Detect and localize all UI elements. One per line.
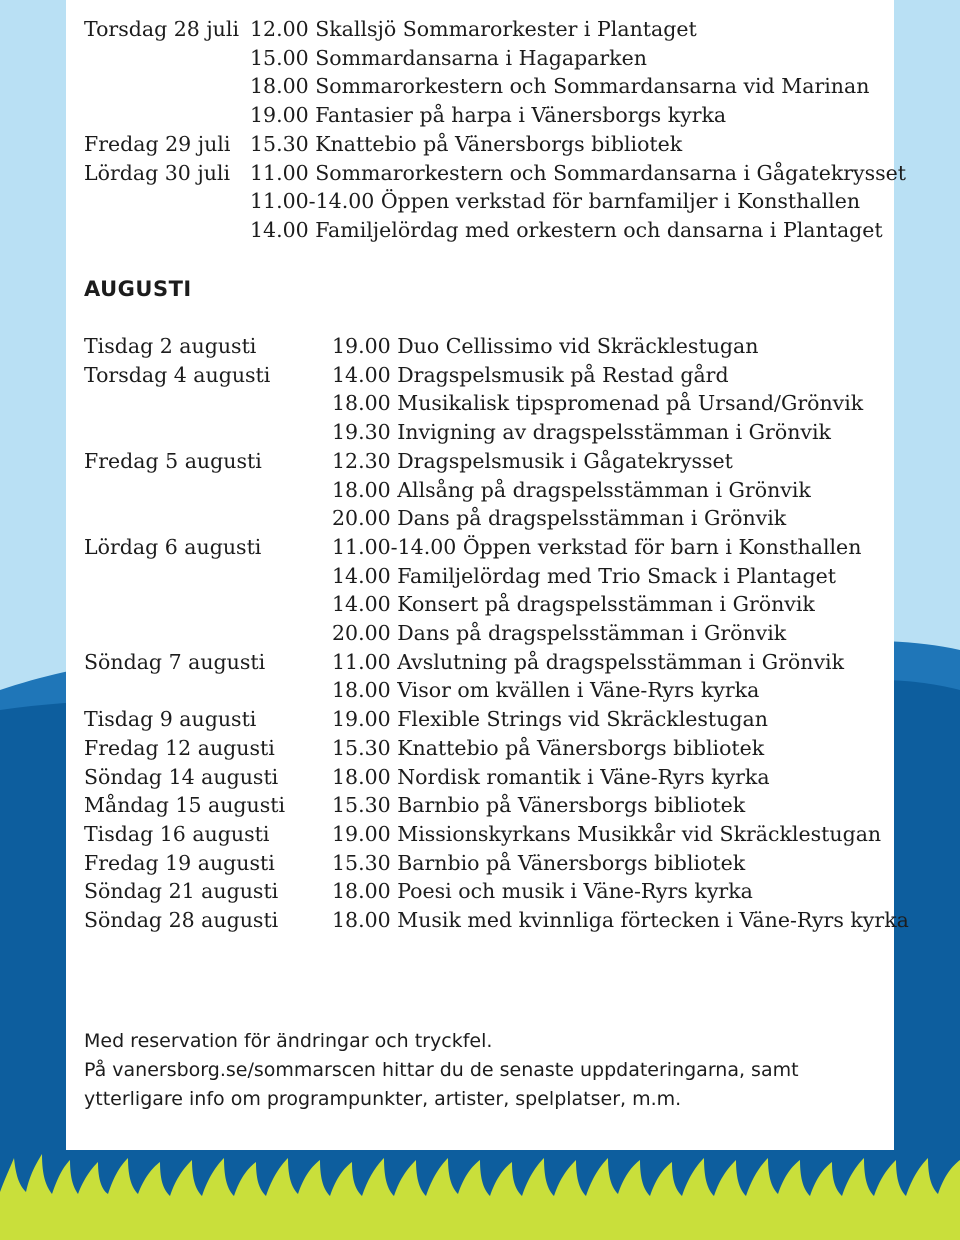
august-event: 18.00 Allsång på dragspelsstämman i Grönvik: [332, 477, 811, 502]
august-day-label: Lördag 6 augusti: [84, 534, 262, 559]
august-day-label: Torsdag 4 augusti: [84, 362, 271, 387]
july-event: 12.00 Skallsjö Sommarorkester i Plantaget: [250, 17, 697, 41]
note-line: På vanersborg.se/sommarscen hittar du de senaste uppdateringarna, samt: [84, 1059, 799, 1081]
note-line: Med reservation för ändringar och tryckfel.: [84, 1030, 493, 1052]
august-event: 11.00 Avslutning på dragspelsstämman i Grönvik: [332, 649, 845, 674]
august-day-label: Fredag 12 augusti: [84, 735, 275, 760]
august-event: 15.30 Barnbio på Vänersborgs bibliotek: [332, 850, 746, 875]
august-event: 18.00 Musikalisk tipspromenad på Ursand/Grönvik: [332, 391, 864, 416]
august-day-label: Tisdag 2 augusti: [84, 334, 257, 358]
july-day-label: Torsdag 28 juli: [84, 17, 240, 41]
august-day-label: Söndag 7 augusti: [84, 649, 266, 674]
august-event: 20.00 Dans på dragspelsstämman i Grönvik: [332, 621, 787, 645]
august-day-label: Fredag 5 augusti: [84, 448, 262, 473]
august-event: 14.00 Konsert på dragspelsstämman i Grönvik: [332, 592, 815, 617]
august-event: 18.00 Poesi och musik i Väne-Ryrs kyrka: [332, 879, 753, 904]
july-event: 15.30 Knattebio på Vänersborgs bibliotek: [250, 131, 683, 156]
july-event: 15.00 Sommardansarna i Hagaparken: [250, 45, 647, 70]
august-event: 18.00 Musik med kvinnliga förtecken i Väne-Ryrs kyrka: [332, 908, 909, 932]
august-event: 19.00 Flexible Strings vid Skräcklestugan: [332, 707, 768, 732]
august-event: 18.00 Nordisk romantik i Väne-Ryrs kyrka: [332, 764, 770, 789]
july-event: 19.00 Fantasier på harpa i Vänersborgs kyrka: [250, 103, 727, 128]
july-day-label: Lördag 30 juli: [84, 160, 231, 185]
july-event: 11.00-14.00 Öppen verkstad för barnfamiljer i Konsthallen: [250, 189, 861, 214]
august-heading: AUGUSTI: [84, 277, 192, 301]
note-line: ytterligare info om programpunkter, artister, spelplatser, m.m.: [84, 1088, 682, 1110]
august-event: 19.00 Missionskyrkans Musikkår vid Skräcklestugan: [332, 821, 882, 846]
august-event: 15.30 Barnbio på Vänersborgs bibliotek: [332, 793, 746, 818]
july-day-label: Fredag 29 juli: [84, 131, 231, 156]
august-event: 19.30 Invigning av dragspelsstämman i Grönvik: [332, 420, 831, 445]
july-event: 18.00 Sommarorkestern och Sommardansarna vid Marinan: [250, 74, 870, 99]
august-day-label: Tisdag 16 augusti: [84, 821, 270, 846]
august-event: 12.30 Dragspelsmusik i Gågatekrysset: [332, 448, 733, 473]
august-day-label: Tisdag 9 augusti: [84, 707, 257, 732]
notes-section: [84, 1027, 799, 1114]
august-day-label: Fredag 19 augusti: [84, 850, 275, 875]
july-event: 14.00 Familjelördag med orkestern och dansarna i Plantaget: [250, 217, 883, 242]
august-day-label: Söndag 14 augusti: [84, 764, 279, 789]
august-event: 15.30 Knattebio på Vänersborgs bibliotek: [332, 735, 765, 760]
august-day-label: Söndag 21 augusti: [84, 879, 279, 904]
august-event: 14.00 Dragspelsmusik på Restad gård: [332, 362, 729, 387]
august-event: 11.00-14.00 Öppen verkstad för barn i Konsthallen: [332, 534, 862, 559]
august-event: 20.00 Dans på dragspelsstämman i Grönvik: [332, 506, 787, 531]
august-event: 14.00 Familjelördag med Trio Smack i Plantaget: [332, 563, 837, 588]
august-event: 18.00 Visor om kvällen i Väne-Ryrs kyrka: [332, 678, 760, 703]
august-event: 19.00 Duo Cellissimo vid Skräcklestugan: [332, 334, 759, 358]
august-day-label: Söndag 28 augusti: [84, 908, 279, 932]
august-day-label: Måndag 15 augusti: [84, 793, 286, 818]
july-event: 11.00 Sommarorkestern och Sommardansarna i Gågatekrysset: [250, 160, 907, 185]
